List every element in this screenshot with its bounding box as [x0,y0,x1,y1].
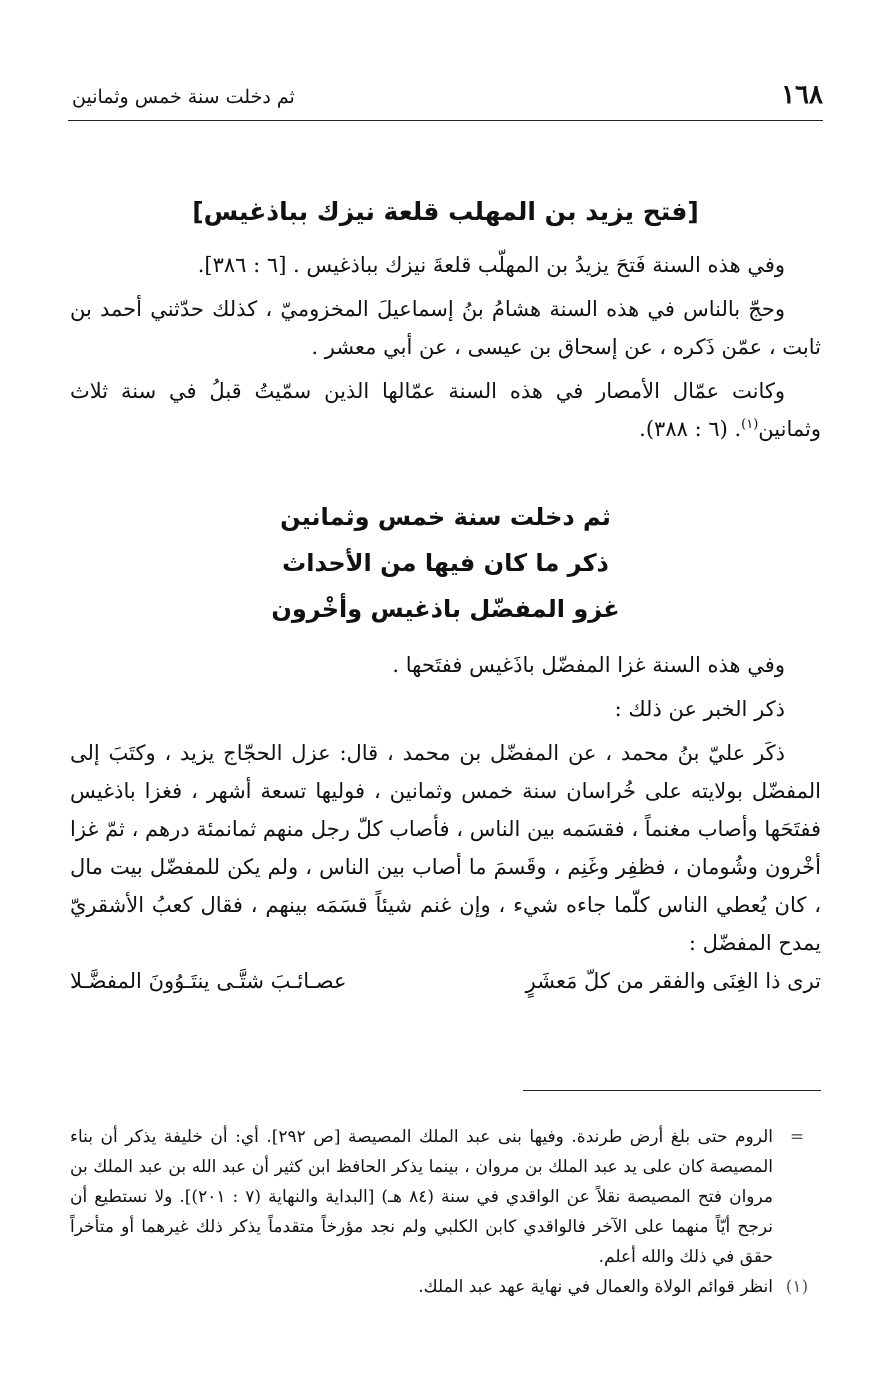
page-number: ١٦٨ [781,80,823,110]
verse-second-hemistich: عصـائـبَ شتَّـى ينتَـوُونَ المفضَّـلا [70,969,347,993]
citation: . (٦ : ٣٨٨). [639,417,742,441]
paragraph-text: وكانت عمّال الأمصار في هذه السنة عمّالها الذين سمّيتُ قبلُ في سنة ثلاث وثمانين [70,379,821,441]
paragraph: وحجّ بالناس في هذه السنة هشامُ بنُ إسماعيلَ المخزوميّ ، كذلك حدّثني أحمد بن ثابت ، عمّن ذَكره ، عن إسحاق بن عيسى ، عن أبي معشر . [70,297,821,359]
footnote [70,1122,821,1272]
footnote-text: انظر قوائم الولاة والعمال في نهاية عهد عبد الملك. [418,1277,773,1297]
verse-first-hemistich: ترى ذا الغِنَى والفقر من كلّ مَعشَرٍ [525,969,821,993]
chapter-heading [70,494,821,632]
chapter-subtitle: ذكر ما كان فيها من الأحداث [282,549,609,577]
chapter-topic: غزو المفضّل باذغيس وأخْرون [271,595,620,623]
paragraph [70,372,821,448]
paragraph: وفي هذه السنة غزا المفضّل باذَغيس ففتَحها . [392,653,785,677]
footnote-divider [523,1090,821,1091]
footnote-marker: (١) [785,1277,809,1297]
main-text [70,190,821,1000]
paragraph: ذكَر عليّ بنُ محمد ، عن المفضّل بن محمد ، قال: عزل الحجّاج يزيد ، وكتَبَ إلى المفضّل بولايته على خُراسان سنة خمس وثمانين ، فوليها تسعة أشهر ، فغزا باذغيس ففتَحَها وأصاب مغنماً ، فقسَمه بين الناس ، فأصاب كلّ رجل منهم ثمانمئة درهم ، ثمّ غزا أخْرون وشُومان ، فظفِر وغَنِم ، وقَسمَ ما أصاب بين الناس ، ولم يكن للمفضّل بيت مال ، كان يُعطي الناس كلّما جاءه شيء ، وإن غنم شيئاً قسَمَه بينهم ، فقال كعبُ الأشقريّ يمدح المفضّل : [70,741,821,955]
running-head: ثم دخلت سنة خمس وثمانين [72,86,295,108]
footnote-reference[interactable]: (١) [741,417,759,432]
footnote-text: الروم حتى بلغ أرض طرندة. وفيها بنى عبد الملك المصيصة [ص ٢٩٢]. أي: أن خليفة يذكر أن بناء المصيصة كان على يد عبد الملك بن مروان ، بينما يذكر الحافظ ابن كثير أن عبد الله بن عبد الملك بن مروان فتح المصيصة نقلاً عن الواقدي في سنة (٨٤ هـ) [البداية والنهاية (٧ : ٢٠١)]. ولا نستطيع أن نرجح أيّاً منهما على الآخر فالواقدي كابن الكلبي ولم نجد مؤرخاً متقدماً يذكر ذلك غيرهما أو متأخراً حقق في ذلك والله أعلم. [70,1127,773,1267]
report-label: ذكر الخبر عن ذلك : [614,697,785,721]
poetry-verse [70,962,821,1000]
page-header [68,80,823,121]
paragraph: وفي هذه السنة فَتحَ يزيدُ بن المهلّب قلعةَ نيزك بباذغيس . [٦ : ٣٨٦]. [197,253,785,277]
section-title: [فتح يزيد بن المهلب قلعة نيزك بباذغيس] [192,197,699,226]
footnotes [70,1122,821,1302]
footnote-marker: = [789,1127,805,1147]
footnote [70,1272,821,1302]
chapter-title: ثم دخلت سنة خمس وثمانين [280,503,611,531]
